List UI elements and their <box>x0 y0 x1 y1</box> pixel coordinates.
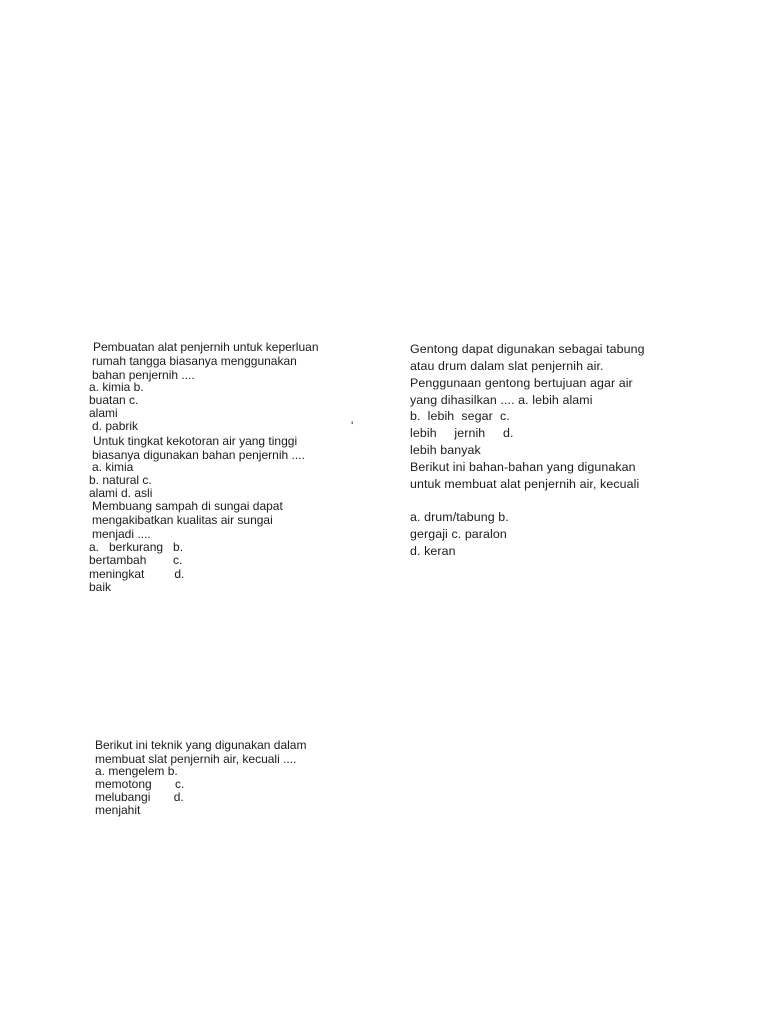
question-text-line: mengakibatkan kualitas air sungai <box>92 513 273 527</box>
stray-mark: ' <box>351 419 354 433</box>
answer-option-line: menjahit <box>95 803 141 817</box>
answer-option-line: d. keran <box>410 544 456 558</box>
answer-option-line: a. drum/tabung b. <box>410 510 509 524</box>
question-text-line: biasanya digunakan bahan penjernih .... <box>92 448 305 462</box>
question-text-line: untuk membuat alat penjernih air, kecuali <box>410 477 640 491</box>
answer-option-line: alami <box>89 406 118 420</box>
question-text-line: Untuk tingkat kekotoran air yang tinggi <box>93 434 298 448</box>
question-text-line: yang dihasilkan .... a. lebih alami <box>410 393 593 407</box>
answer-option-line: b. lebih segar c. <box>410 409 510 423</box>
question-text-line: Gentong dapat digunakan sebagai tabung <box>410 342 645 356</box>
question-text-line: bahan penjernih .... <box>92 368 195 382</box>
question-text-line: membuat slat penjernih air, kecuali .... <box>95 752 297 766</box>
answer-option-line: melubangi d. <box>95 790 184 804</box>
answer-option-line: memotong c. <box>95 777 185 791</box>
question-text-line: menjadi .... <box>92 527 151 541</box>
answer-option-line: bertambah c. <box>89 553 183 567</box>
answer-option-line: baik <box>89 580 112 594</box>
question-text-line: Berikut ini bahan-bahan yang digunakan <box>410 460 636 474</box>
answer-option-line: lebih jernih d. <box>410 426 514 440</box>
answer-option-line: gergaji c. paralon <box>410 527 507 541</box>
answer-option-line: buatan c. <box>89 393 139 407</box>
question-text-line: Pembuatan alat penjernih untuk keperluan <box>93 340 319 354</box>
answer-option-line: a. berkurang b. <box>89 540 184 554</box>
answer-option-line: a. mengelem b. <box>95 764 178 778</box>
answer-option-line: alami d. asli <box>89 486 153 500</box>
question-text-line: rumah tangga biasanya menggunakan <box>92 354 297 368</box>
question-text-line: atau drum dalam slat penjernih air. <box>410 359 604 373</box>
question-text-line: Penggunaan gentong bertujuan agar air <box>410 376 633 390</box>
answer-option-line: d. pabrik <box>92 419 139 433</box>
question-text-line: Membuang sampah di sungai dapat <box>92 499 283 513</box>
answer-option-line: meningkat d. <box>89 567 185 581</box>
answer-option-line: b. natural c. <box>89 473 152 487</box>
answer-option-line: a. kimia b. <box>89 380 144 394</box>
question-text-line: Berikut ini teknik yang digunakan dalam <box>95 738 307 752</box>
answer-option-line: lebih banyak <box>410 443 481 457</box>
answer-option-line: a. kimia <box>92 460 134 474</box>
